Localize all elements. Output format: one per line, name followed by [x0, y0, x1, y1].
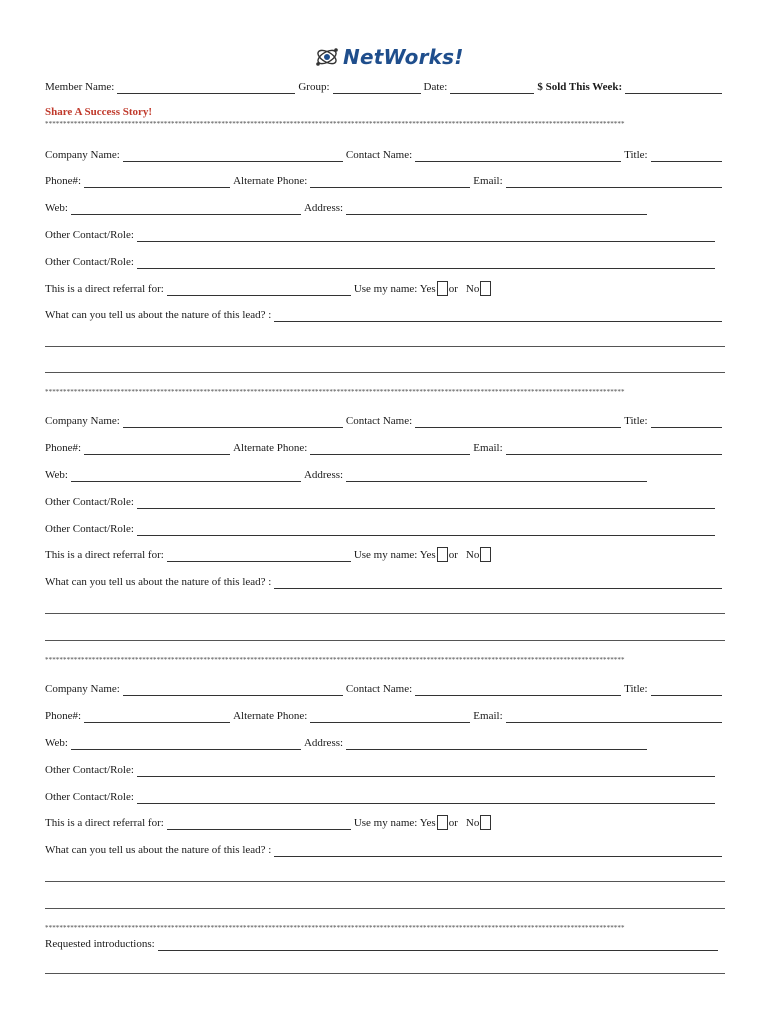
date-field[interactable] [450, 82, 534, 94]
other-contact-field[interactable] [137, 257, 715, 269]
phone-row [45, 439, 725, 455]
company-label: Company Name: [45, 149, 120, 161]
other-contact-label: Other Contact/Role: [45, 523, 134, 535]
title-field[interactable] [651, 684, 722, 696]
web-label: Web: [45, 737, 68, 749]
company-row [45, 146, 725, 162]
contact-field[interactable] [415, 684, 621, 696]
other-contact-field[interactable] [137, 230, 715, 242]
address-label: Address: [303, 737, 344, 749]
section-title: Share A Success Story! [45, 106, 153, 118]
web-field[interactable] [71, 470, 301, 482]
company-row [45, 680, 725, 696]
no-label: No [465, 549, 480, 561]
contact-label: Contact Name: [345, 149, 413, 161]
phone-label: Phone#: [45, 442, 82, 454]
other-contact-row [45, 788, 718, 804]
yes-checkbox[interactable] [437, 547, 448, 562]
sold-field[interactable] [625, 82, 722, 94]
email-field[interactable] [506, 176, 722, 188]
or-label: or [448, 549, 458, 561]
nature-field[interactable] [274, 845, 722, 857]
web-field[interactable] [71, 203, 301, 215]
group-field[interactable] [333, 82, 421, 94]
alt-phone-field[interactable] [310, 711, 470, 723]
title-label: Title: [624, 683, 648, 695]
email-label: Email: [473, 175, 503, 187]
brand-name: NetWorks! [343, 45, 464, 69]
referral-label: This is a direct referral for: [45, 549, 164, 561]
requested-label: Requested introductions: [45, 938, 155, 950]
date-label: Date: [423, 81, 448, 93]
no-checkbox[interactable] [480, 547, 491, 562]
nature-line[interactable] [45, 371, 725, 373]
other-contact-field[interactable] [137, 765, 715, 777]
nature-line[interactable] [45, 612, 725, 614]
phone-label: Phone#: [45, 710, 82, 722]
alt-phone-field[interactable] [310, 176, 470, 188]
contact-field[interactable] [415, 150, 621, 162]
separator: ***************************************************************************************************************************************************************** [45, 656, 625, 664]
address-field[interactable] [346, 470, 647, 482]
contact-label: Contact Name: [345, 683, 413, 695]
alt-phone-label: Alternate Phone: [233, 175, 308, 187]
contact-field[interactable] [415, 416, 621, 428]
other-contact-label: Other Contact/Role: [45, 229, 134, 241]
alt-phone-label: Alternate Phone: [233, 710, 308, 722]
title-field[interactable] [651, 416, 722, 428]
separator: ***************************************************************************************************************************************************************** [45, 120, 625, 128]
requested-row [45, 935, 721, 951]
referral-field[interactable] [167, 550, 351, 562]
web-row [45, 466, 650, 482]
alt-phone-label: Alternate Phone: [233, 442, 308, 454]
use-name-label: Use my name: Yes [353, 817, 436, 829]
company-field[interactable] [123, 684, 343, 696]
phone-label: Phone#: [45, 175, 82, 187]
nature-line[interactable] [45, 907, 725, 909]
nature-field[interactable] [274, 310, 722, 322]
other-contact-field[interactable] [137, 524, 715, 536]
nature-line[interactable] [45, 880, 725, 882]
nature-label: What can you tell us about the nature of this lead? : [45, 844, 272, 856]
phone-row [45, 172, 725, 188]
company-field[interactable] [123, 150, 343, 162]
phone-field[interactable] [84, 443, 230, 455]
referral-row [45, 546, 725, 562]
other-contact-row [45, 761, 718, 777]
use-name-label: Use my name: Yes [353, 549, 436, 561]
web-label: Web: [45, 202, 68, 214]
separator: ***************************************************************************************************************************************************************** [45, 388, 625, 396]
requested-field[interactable] [158, 939, 718, 951]
nature-row [45, 306, 725, 322]
other-contact-field[interactable] [137, 792, 715, 804]
referral-field[interactable] [167, 818, 351, 830]
company-label: Company Name: [45, 415, 120, 427]
company-label: Company Name: [45, 683, 120, 695]
web-row [45, 734, 650, 750]
referral-row [45, 280, 725, 296]
other-contact-row [45, 253, 718, 269]
separator: ***************************************************************************************************************************************************************** [45, 924, 625, 932]
or-label: or [448, 817, 458, 829]
other-contact-label: Other Contact/Role: [45, 764, 134, 776]
address-label: Address: [303, 202, 344, 214]
nature-label: What can you tell us about the nature of this lead? : [45, 576, 272, 588]
no-checkbox[interactable] [480, 815, 491, 830]
contact-label: Contact Name: [345, 415, 413, 427]
globe-network-icon [313, 45, 343, 69]
title-label: Title: [624, 149, 648, 161]
other-contact-label: Other Contact/Role: [45, 496, 134, 508]
title-field[interactable] [651, 150, 722, 162]
use-name-label: Use my name: Yes [353, 283, 436, 295]
group-label: Group: [298, 81, 330, 93]
email-field[interactable] [506, 711, 722, 723]
phone-field[interactable] [84, 176, 230, 188]
nature-row [45, 573, 725, 589]
networks-logo [313, 44, 464, 70]
no-label: No [465, 817, 480, 829]
phone-row [45, 707, 725, 723]
yes-checkbox[interactable] [437, 281, 448, 296]
other-contact-row [45, 520, 718, 536]
nature-row [45, 841, 725, 857]
sold-label: $ Sold This Week: [537, 81, 623, 93]
address-label: Address: [303, 469, 344, 481]
member-name-label: Member Name: [45, 81, 115, 93]
referral-row [45, 814, 725, 830]
referral-field[interactable] [167, 284, 351, 296]
email-label: Email: [473, 710, 503, 722]
other-contact-label: Other Contact/Role: [45, 791, 134, 803]
alt-phone-field[interactable] [310, 443, 470, 455]
phone-field[interactable] [84, 711, 230, 723]
member-name-field[interactable] [117, 82, 295, 94]
nature-line[interactable] [45, 639, 725, 641]
header-row [45, 78, 725, 94]
no-checkbox[interactable] [480, 281, 491, 296]
other-contact-label: Other Contact/Role: [45, 256, 134, 268]
company-field[interactable] [123, 416, 343, 428]
email-field[interactable] [506, 443, 722, 455]
title-label: Title: [624, 415, 648, 427]
other-contact-row [45, 493, 718, 509]
other-contact-field[interactable] [137, 497, 715, 509]
web-field[interactable] [71, 738, 301, 750]
referral-label: This is a direct referral for: [45, 817, 164, 829]
company-row [45, 412, 725, 428]
or-label: or [448, 283, 458, 295]
other-contact-row [45, 226, 718, 242]
requested-line[interactable] [45, 972, 725, 974]
email-label: Email: [473, 442, 503, 454]
nature-field[interactable] [274, 577, 722, 589]
referral-label: This is a direct referral for: [45, 283, 164, 295]
web-label: Web: [45, 469, 68, 481]
no-label: No [465, 283, 480, 295]
web-row [45, 199, 650, 215]
address-field[interactable] [346, 203, 647, 215]
yes-checkbox[interactable] [437, 815, 448, 830]
nature-label: What can you tell us about the nature of this lead? : [45, 309, 272, 321]
address-field[interactable] [346, 738, 647, 750]
nature-line[interactable] [45, 345, 725, 347]
